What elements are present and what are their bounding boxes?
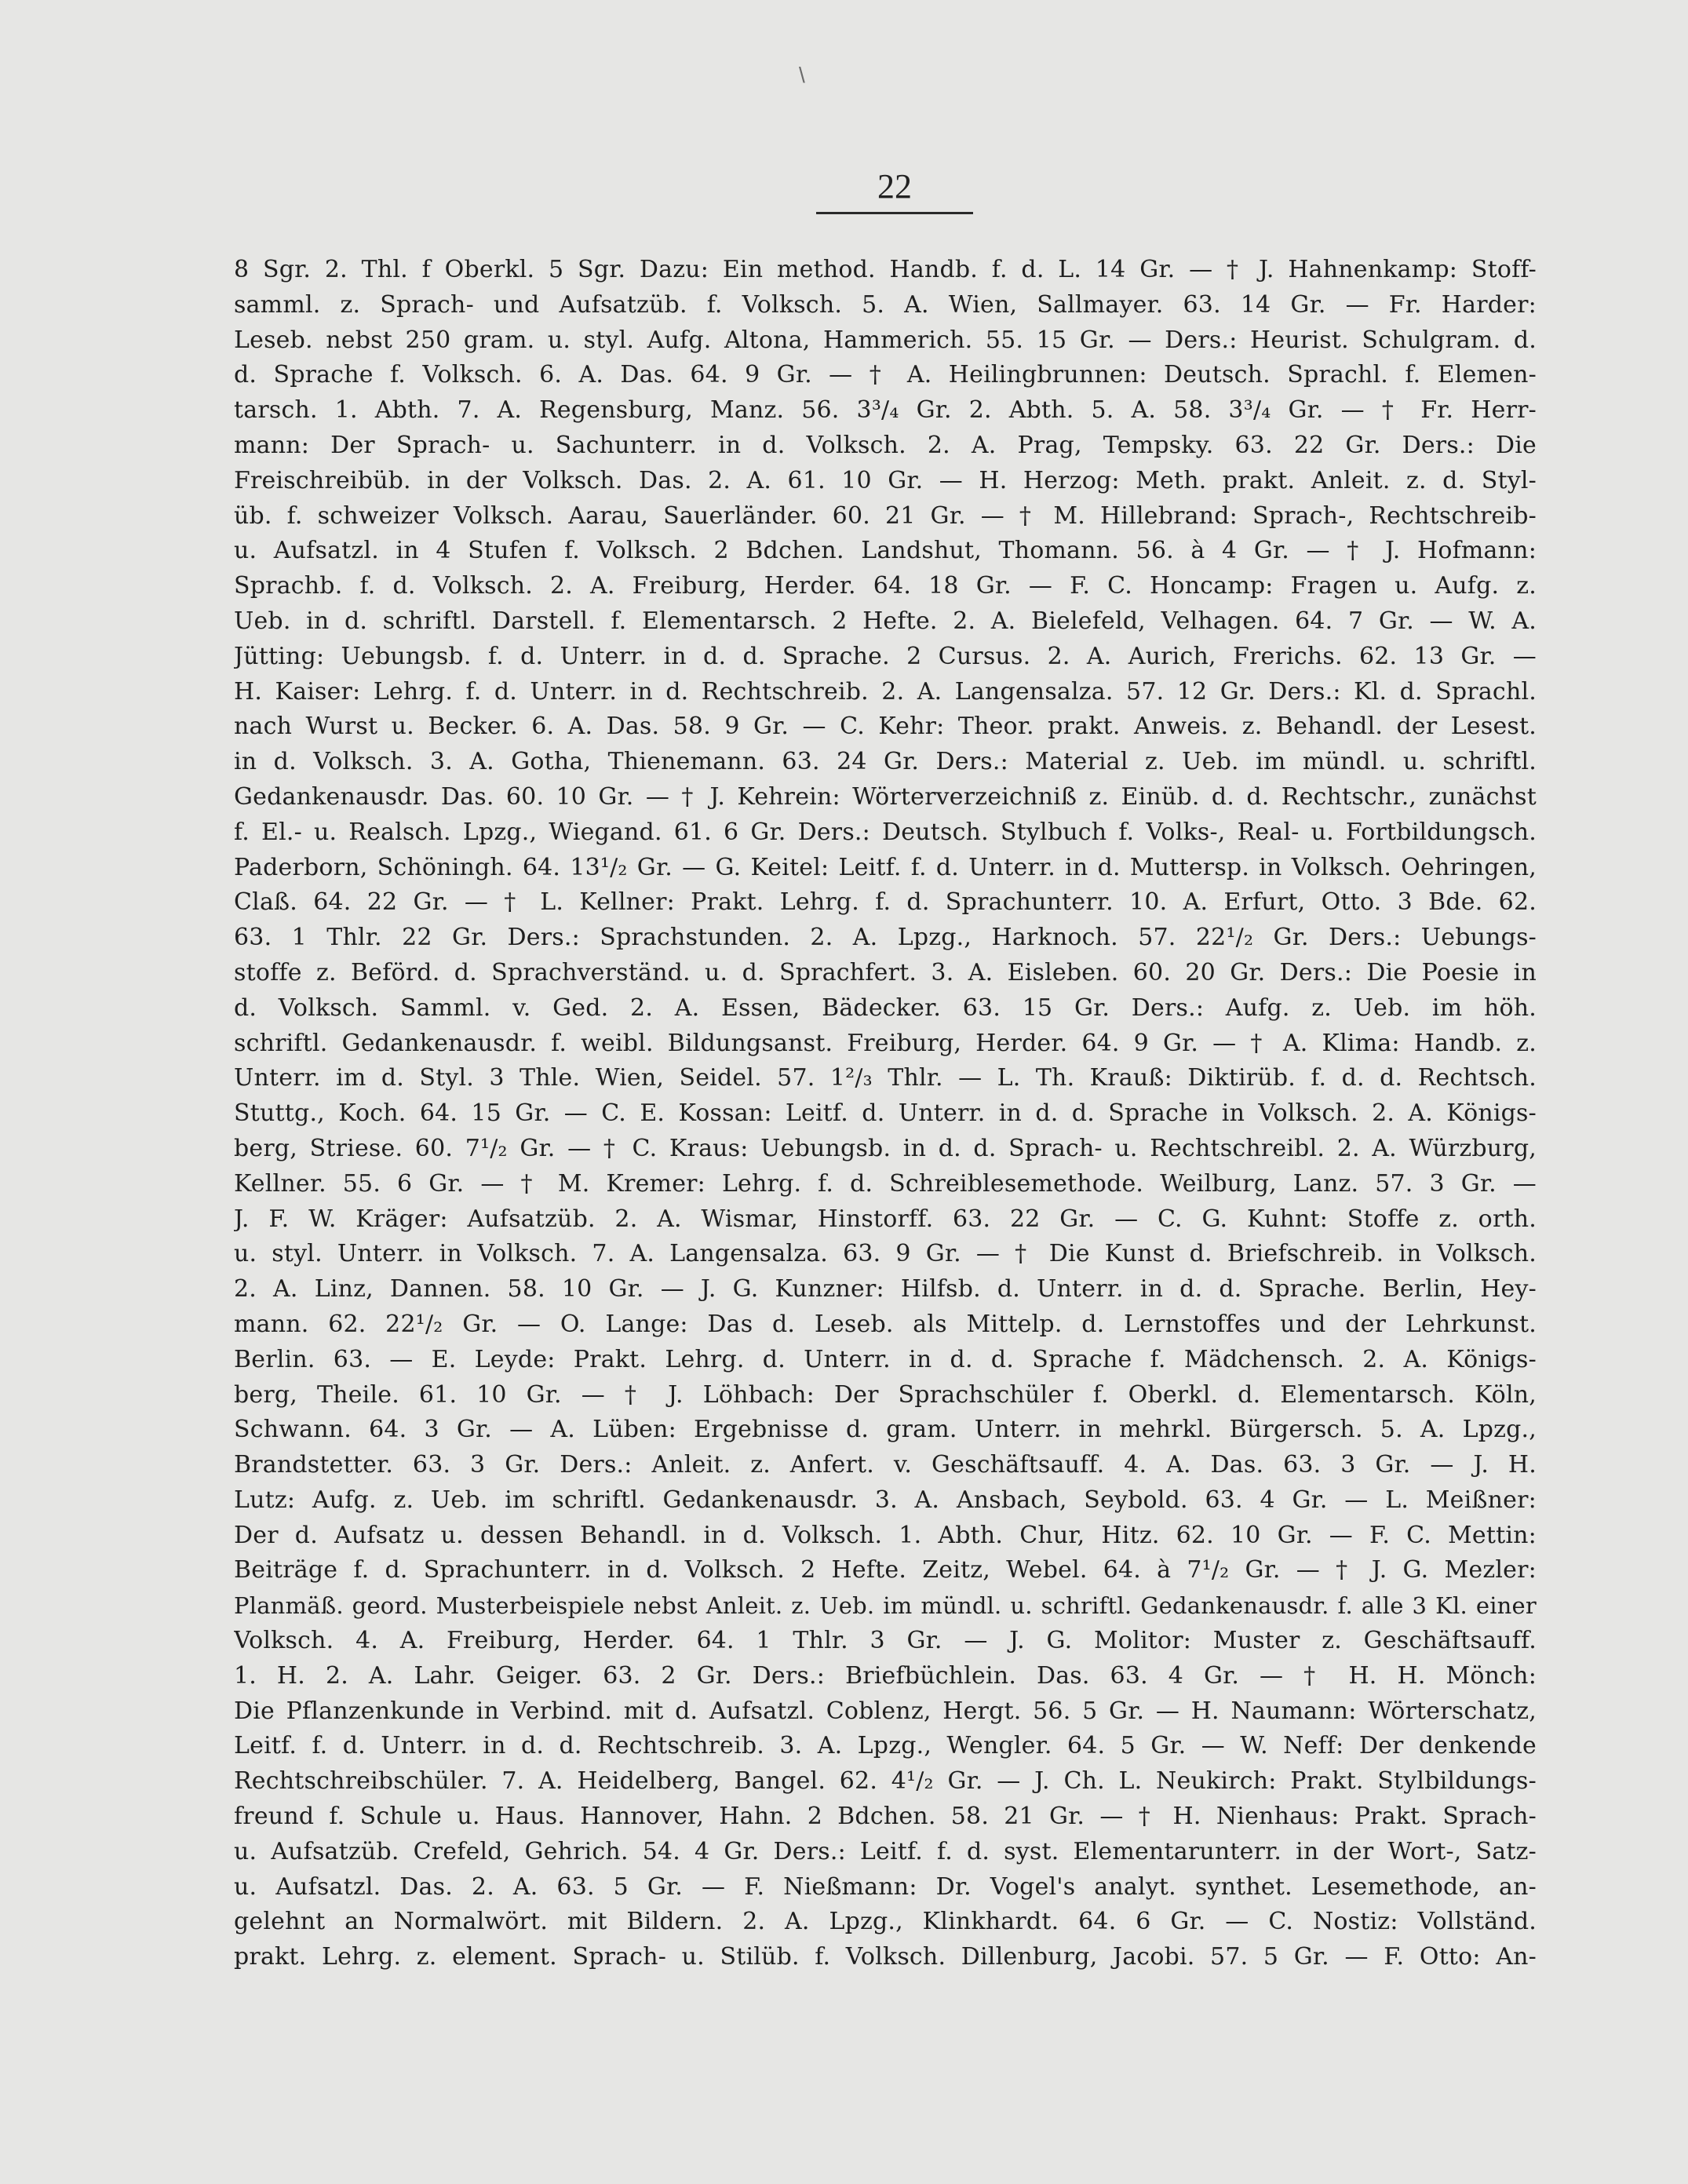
text-line: u. Aufsatzüb. Crefeld, Gehrich. 54. 4 Gr. Ders.: Leitf. f. d. syst. Elementarunterr. in der Wort-, Satz- — [234, 1837, 1537, 1865]
text-line: d. Sprache f. Volksch. 6. A. Das. 64. 9 Gr. — † A. Heilingbrunnen: Deutsch. Sprachl. f. Elemen- — [234, 361, 1537, 389]
text-line: üb. f. schweizer Volksch. Aarau, Sauerländer. 60. 21 Gr. — † M. Hillebrand: Sprach-, Rechtschreib- — [234, 501, 1537, 530]
page-number-rule — [816, 212, 973, 214]
text-line: Ueb. in d. schriftl. Darstell. f. Elementarsch. 2 Hefte. 2. A. Bielefeld, Velhagen. 64. 7 Gr. — W. A. — [234, 607, 1537, 635]
text-line: H. Kaiser: Lehrg. f. d. Unterr. in d. Rechtschreib. 2. A. Langensalza. 57. 12 Gr. Ders.: Kl. d. Sprachl. — [234, 677, 1537, 706]
text-line: freund f. Schule u. Haus. Hannover, Hahn. 2 Bdchen. 58. 21 Gr. — † H. Nienhaus: Prakt. Sprach- — [234, 1803, 1537, 1831]
text-line: Brandstetter. 63. 3 Gr. Ders.: Anleit. z. Anfert. v. Geschäftsauff. 4. A. Das. 63. 3 Gr. — J. H. — [234, 1451, 1537, 1479]
text-line: Leseb. nebst 250 gram. u. styl. Aufg. Altona, Hammerich. 55. 15 Gr. — Ders.: Heurist. Schulgram. d. — [234, 326, 1537, 354]
text-line: u. Aufsatzl. Das. 2. A. 63. 5 Gr. — F. Nießmann: Dr. Vogel's analyt. synthet. Lesemethode, an- — [234, 1872, 1537, 1901]
text-line: Beiträge f. d. Sprachunterr. in d. Volksch. 2 Hefte. Zeitz, Webel. 64. à 7¹/₂ Gr. — † J. G. Mezler: — [234, 1556, 1537, 1584]
text-line: Der d. Aufsatz u. dessen Behandl. in d. Volksch. 1. Abth. Chur, Hitz. 62. 10 Gr. — F. C. Mettin: — [234, 1521, 1537, 1549]
text-line: stoffe z. Beförd. d. Sprachverständ. u. d. Sprachfert. 3. A. Eisleben. 60. 20 Gr. Ders.: Die Poesie in — [234, 958, 1537, 986]
text-line: mann. 62. 22¹/₂ Gr. — O. Lange: Das d. Leseb. als Mittelp. d. Lernstoffes und der Lehrkunst. — [234, 1310, 1537, 1338]
text-line: samml. z. Sprach- und Aufsatzüb. f. Volksch. 5. A. Wien, Sallmayer. 63. 14 Gr. — Fr. Harder: — [234, 290, 1537, 319]
text-line: Volksch. 4. A. Freiburg, Herder. 64. 1 Thlr. 3 Gr. — J. G. Molitor: Muster z. Geschäftsauff. — [234, 1627, 1537, 1655]
text-line: gelehnt an Normalwört. mit Bildern. 2. A. Lpzg., Klinkhardt. 64. 6 Gr. — C. Nostiz: Vollständ. — [234, 1908, 1537, 1936]
text-line: tarsch. 1. Abth. 7. A. Regensburg, Manz. 56. 3³/₄ Gr. 2. Abth. 5. A. 58. 3³/₄ Gr. — † Fr. Herr- — [234, 396, 1537, 425]
text-line: nach Wurst u. Becker. 6. A. Das. 58. 9 Gr. — C. Kehr: Theor. prakt. Anweis. z. Behandl. der Lesest. — [234, 713, 1537, 741]
text-line: d. Volksch. Samml. v. Ged. 2. A. Essen, Bädecker. 63. 15 Gr. Ders.: Aufg. z. Ueb. im höh. — [234, 994, 1537, 1022]
text-line: f. El.- u. Realsch. Lpzg., Wiegand. 61. 6 Gr. Ders.: Deutsch. Stylbuch f. Volks-, Real- u. Fortbildungsch. — [234, 818, 1537, 846]
text-line: 8 Sgr. 2. Thl. f Oberkl. 5 Sgr. Dazu: Ein method. Handb. f. d. L. 14 Gr. — † J. Hahnenkamp: Stoff- — [234, 256, 1537, 283]
text-line: Sprachb. f. d. Volksch. 2. A. Freiburg, Herder. 64. 18 Gr. — F. C. Honcamp: Fragen u. Aufg. z. — [234, 572, 1537, 600]
margin-mark: \ — [799, 63, 805, 87]
text-line: Claß. 64. 22 Gr. — † L. Kellner: Prakt. Lehrg. f. d. Sprachunterr. 10. A. Erfurt, Otto. 3 Bde. 62. — [234, 888, 1537, 917]
text-line: u. styl. Unterr. in Volksch. 7. A. Langensalza. 63. 9 Gr. — † Die Kunst d. Briefschreib. in Volksch. — [234, 1240, 1537, 1268]
page-number: 22 — [877, 167, 912, 206]
bibliography-text — [234, 253, 1537, 1975]
text-line: Jütting: Uebungsb. f. d. Unterr. in d. d. Sprache. 2 Cursus. 2. A. Aurich, Frerichs. 62. 13 Gr. — — [234, 642, 1537, 670]
text-line: in d. Volksch. 3. A. Gotha, Thienemann. 63. 24 Gr. Ders.: Material z. Ueb. im mündl. u. schriftl. — [234, 748, 1537, 776]
text-line: Leitf. f. d. Unterr. in d. d. Rechtschreib. 3. A. Lpzg., Wengler. 64. 5 Gr. — W. Neff: Der denkende — [234, 1732, 1537, 1760]
text-line: Berlin. 63. — E. Leyde: Prakt. Lehrg. d. Unterr. in d. d. Sprache f. Mädchensch. 2. A. Königs- — [234, 1345, 1537, 1373]
text-line: Freischreibüb. in der Volksch. Das. 2. A. 61. 10 Gr. — H. Herzog: Meth. prakt. Anleit. z. d. Styl- — [234, 466, 1537, 494]
text-line: J. F. W. Kräger: Aufsatzüb. 2. A. Wismar, Hinstorff. 63. 22 Gr. — C. G. Kuhnt: Stoffe z. orth. — [234, 1205, 1537, 1233]
text-line: 2. A. Linz, Dannen. 58. 10 Gr. — J. G. Kunzner: Hilfsb. d. Unterr. in d. d. Sprache. Berlin, Hey- — [234, 1275, 1537, 1303]
text-line: Lutz: Aufg. z. Ueb. im schriftl. Gedankenausdr. 3. A. Ansbach, Seybold. 63. 4 Gr. — L. Meißner: — [234, 1486, 1537, 1514]
text-line: Stuttg., Koch. 64. 15 Gr. — C. E. Kossan: Leitf. d. Unterr. in d. d. Sprache in Volksch. 2. A. Königs- — [234, 1099, 1537, 1128]
text-line: berg, Striese. 60. 7¹/₂ Gr. — † C. Kraus: Uebungsb. in d. d. Sprach- u. Rechtschreibl. 2. A. Würzburg, — [234, 1134, 1537, 1162]
text-line: Kellner. 55. 6 Gr. — † M. Kremer: Lehrg. f. d. Schreiblesemethode. Weilburg, Lanz. 57. 3 Gr. — — [234, 1169, 1537, 1198]
text-line: mann: Der Sprach- u. Sachunterr. in d. Volksch. 2. A. Prag, Tempsky. 63. 22 Gr. Ders.: Die — [234, 431, 1537, 459]
text-line: 1. H. 2. A. Lahr. Geiger. 63. 2 Gr. Ders.: Briefbüchlein. Das. 63. 4 Gr. — † H. H. Mönch: — [234, 1661, 1537, 1690]
text-line: Gedankenausdr. Das. 60. 10 Gr. — † J. Kehrein: Wörterverzeichniß z. Einüb. d. d. Rechtschr., zunächst — [234, 782, 1537, 811]
text-line: 63. 1 Thlr. 22 Gr. Ders.: Sprachstunden. 2. A. Lpzg., Harknoch. 57. 22¹/₂ Gr. Ders.: Uebungs- — [234, 924, 1537, 952]
text-line: berg, Theile. 61. 10 Gr. — † J. Löhbach: Der Sprachschüler f. Oberkl. d. Elementarsch. Köln, — [234, 1380, 1537, 1409]
text-line: Die Pflanzenkunde in Verbind. mit d. Aufsatzl. Coblenz, Hergt. 56. 5 Gr. — H. Naumann: Wörterschatz, — [234, 1697, 1537, 1725]
text-line: Schwann. 64. 3 Gr. — A. Lüben: Ergebnisse d. gram. Unterr. in mehrkl. Bürgersch. 5. A. Lpzg., — [234, 1416, 1537, 1444]
text-line: Planmäß. geord. Musterbeispiele nebst Anleit. z. Ueb. im mündl. u. schriftl. Gedankenausdr. f. alle 3 Kl. einer — [234, 1592, 1537, 1620]
text-line: Rechtschreibschüler. 7. A. Heidelberg, Bangel. 62. 4¹/₂ Gr. — J. Ch. L. Neukirch: Prakt. Stylbildungs- — [234, 1767, 1537, 1796]
text-line: schriftl. Gedankenausdr. f. weibl. Bildungsanst. Freiburg, Herder. 64. 9 Gr. — † A. Klima: Handb. z. — [234, 1029, 1537, 1057]
text-line: Paderborn, Schöningh. 64. 13¹/₂ Gr. — G. Keitel: Leitf. f. d. Unterr. in d. Muttersp. in Volksch. Oehringen, — [234, 853, 1537, 881]
text-line: Unterr. im d. Styl. 3 Thle. Wien, Seidel. 57. 1²/₃ Thlr. — L. Th. Krauß: Diktirüb. f. d. d. Rechtsch. — [234, 1064, 1537, 1092]
text-line: u. Aufsatzl. in 4 Stufen f. Volksch. 2 Bdchen. Landshut, Thomann. 56. à 4 Gr. — † J. Hofmann: — [234, 537, 1537, 565]
text-line: prakt. Lehrg. z. element. Sprach- u. Stilüb. f. Volksch. Dillenburg, Jacobi. 57. 5 Gr. — F. Otto: An- — [234, 1943, 1537, 1971]
